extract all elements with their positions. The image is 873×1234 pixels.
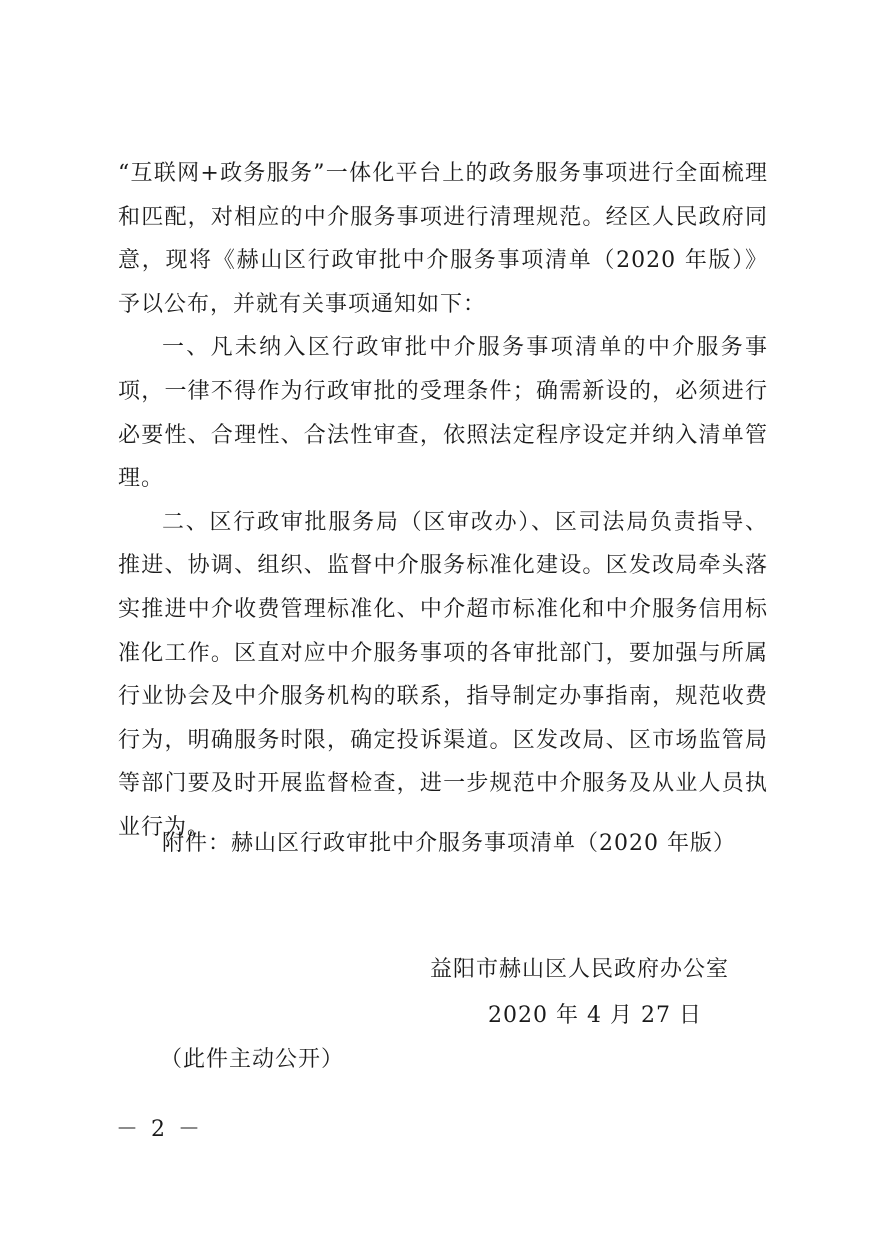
- attachment-note: 附件：赫山区行政审批中介服务事项清单（2020 年版）: [162, 831, 736, 856]
- public-disclosure-note: （此件主动公开）: [160, 1047, 345, 1072]
- paragraph-continued: “互联网+政务服务”一体化平台上的政务服务事项进行全面梳理和匹配，对相应的中介服务事项进行清理规范。经区人民政府同意，现将《赫山区行政审批中介服务事项清单（2020 年版）》予以公布，并就有关事项通知如下：: [118, 161, 768, 317]
- issue-date: 2020 年 4 月 27 日: [488, 1003, 702, 1028]
- page-number: － 2 －: [116, 1117, 203, 1142]
- paragraph-item-two: 二、区行政审批服务局（区审改办）、区司法局负责指导、推进、协调、组织、监督中介服务标准化建设。区发改局牵头落实推进中介收费管理标准化、中介超市标准化和中介服务信用标准化工作。区直对应中介服务事项的各审批部门，要加强与所属行业协会及中介服务机构的联系，指导制定办事指南，规范收费行为，明确服务时限，确定投诉渠道。区发改局、区市场监管局等部门要及时开展监督检查，进一步规范中介服务及从业人员执业行为。: [118, 509, 768, 840]
- issuer-signature: 益阳市赫山区人民政府办公室: [430, 957, 730, 982]
- paragraph-item-one: 一、凡未纳入区行政审批中介服务事项清单的中介服务事项，一律不得作为行政审批的受理条件；确需新设的，必须进行必要性、合理性、合法性审查，依照法定程序设定并纳入清单管理。: [118, 335, 768, 492]
- body-text: [118, 152, 768, 850]
